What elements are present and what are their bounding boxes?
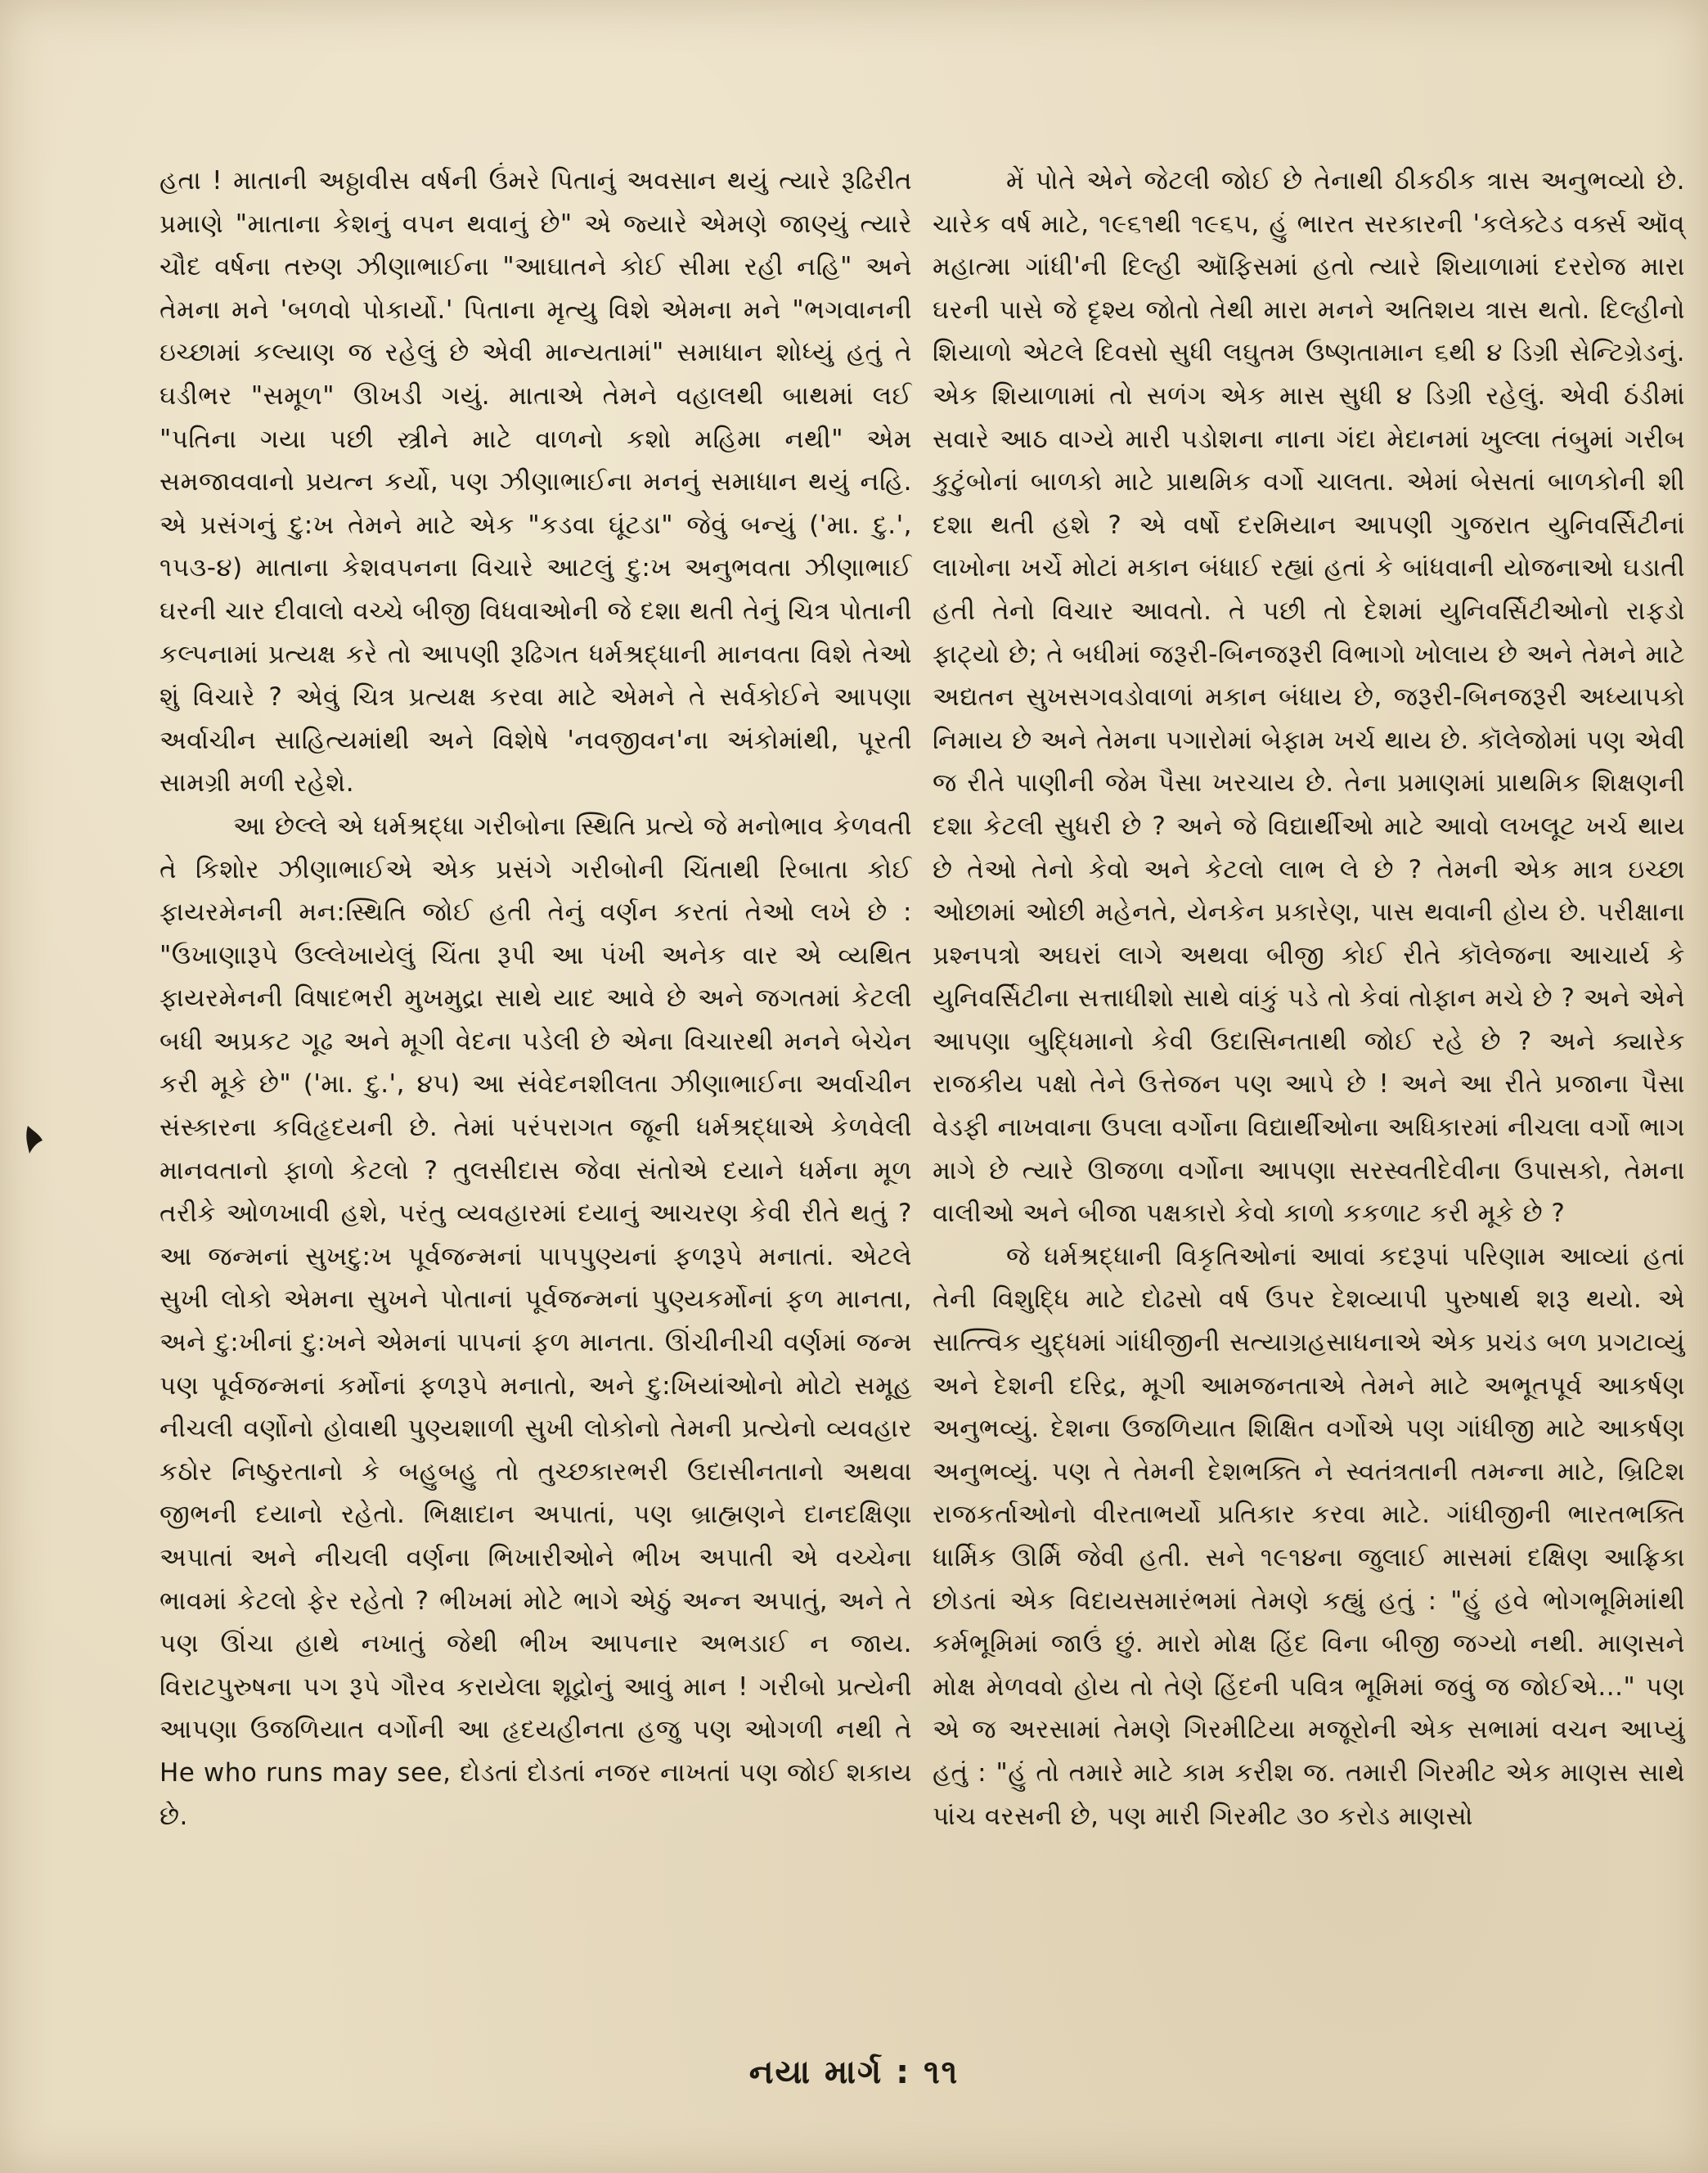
body-paragraph: મેં પોતે એને જેટલી જોઈ છે તેનાથી ઠીકઠીક ત્રાસ અનુભવ્યો છે. ચારેક વર્ષ માટે, ૧૯૬૧થી ૧૯૬૫, હું ભારત સરકારની 'કલેક્ટેડ વર્ક્સ ઑવ્ મહાત્મા ગાંધી'ની દિલ્હી ઑફિસમાં હતો ત્યારે શિયાળામાં દરરોજ મારા ઘરની પાસે જે દૃશ્ય જોતો તેથી મારા મનને અતિશય ત્રાસ થતો. દિલ્હીનો શિયાળો એટલે દિવસો સુધી લઘુતમ ઉષ્ણતામાન ૬થી ૪ ડિગ્રી સેન્ટિગ્રેડનું. એક શિયાળામાં તો સળંગ એક માસ સુધી ૪ ડિગ્રી રહેલું. એવી ઠંડીમાં સવારે આઠ વાગ્યે મારી પડોશના નાના ગંદા મેદાનમાં ખુલ્લા તંબુમાં ગરીબ કુટુંબોનાં બાળકો માટે પ્રાથમિક વર્ગો ચાલતા. એમાં બેસતાં બાળકોની શી દશા થતી હશે ? એ વર્ષો દરમિયાન આપણી ગુજરાત યુનિવર્સિટીનાં લાખોના ખર્ચે મોટાં મકાન બંધાઈ રહ્યાં હતાં કે બાંધવાની યોજનાઓ ઘડાતી હતી તેનો વિચાર આવતો. તે પછી તો દેશમાં યુનિવર્સિટીઓનો રાફડો ફાટ્યો છે; તે બધીમાં જરૂરી-બિનજરૂરી વિભાગો ખોલાય છે અને તેમને માટે અદ્યતન સુખસગવડોવાળાં મકાન બંધાય છે, જરૂરી-બિનજરૂરી અધ્યાપકો નિમાય છે અને તેમના પગારોમાં બેફામ ખર્ચ થાય છે. કૉલેજોમાં પણ એવી જ રીતે પાણીની જેમ પૈસા ખરચાય છે. તેના પ્રમાણમાં પ્રાથમિક શિક્ષણની દશા કેટલી સુધરી છે ? અને જે વિદ્યાર્થીઓ માટે આવો લખલૂટ ખર્ચ થાય છે તેઓ તેનો કેવો અને કેટલો લાભ લે છે ? તેમની એક માત્ર ઇચ્છા ઓછામાં ઓછી મહેનતે, યેનકેન પ્રકારેણ, પાસ થવાની હોય છે. પરીક્ષાના પ્રશ્નપત્રો અઘરાં લાગે અથવા બીજી કોઈ રીતે કૉલેજના આચાર્ય કે યુનિવર્સિટીના સત્તાધીશો સાથે વાંકું પડે તો કેવાં તોફાન મચે છે ? અને એને આપણા બુદ્ધિમાનો કેવી ઉદાસિનતાથી જોઈ રહે છે ? અને ક્યારેક રાજકીય પક્ષો તેને ઉત્તેજન પણ આપે છે ! અને આ રીતે પ્રજાના પૈસા વેડફી નાખવાના ઉપલા વર્ગોના વિદ્યાર્થીઓના અધિકારમાં નીચલા વર્ગો ભાગ માગે છે ત્યારે ઊજળા વર્ગોના આપણા સરસ્વતીદેવીના ઉપાસકો, તેમના વાલીઓ અને બીજા પક્ષકારો કેવો કાળો કકળાટ કરી મૂકે છે ? <box>933 166 1685 1229</box>
page-footer: નયા માર્ગ : ૧૧ <box>748 2054 960 2091</box>
body-paragraph: જે ધર્મશ્રદ્ધાની વિકૃતિઓનાં આવાં કદરૂપાં પરિણામ આવ્યાં હતાં તેની વિશુદ્ધિ માટે દોઢસો વર્ષ ઉપર દેશવ્યાપી પુરુષાર્થ શરૂ થયો. એ સાત્ત્વિક યુદ્ધમાં ગાંધીજીની સત્યાગ્રહસાધનાએ એક પ્રચંડ બળ પ્રગટાવ્યું અને દેશની દરિદ્ર, મૂગી આમજનતાએ તેમને માટે અભૂતપૂર્વ આકર્ષણ અનુભવ્યું. દેશના ઉજળિયાત શિક્ષિત વર્ગોએ પણ ગાંધીજી માટે આકર્ષણ અનુભવ્યું. પણ તે તેમની દેશભક્તિ ને સ્વતંત્રતાની તમન્ના માટે, બ્રિટિશ રાજકર્તાઓનો વીરતાભર્યો પ્રતિકાર કરવા માટે. ગાંધીજીની ભારતભક્તિ ધાર્મિક ઊર્મિ જેવી હતી. સને ૧૯૧૪ના જુલાઈ માસમાં દક્ષિણ આફ્રિકા છોડતાં એક વિદાયસમારંભમાં તેમણે કહ્યું હતું : "હું હવે ભોગભૂમિમાંથી કર્મભૂમિમાં જાઉં છું. મારો મોક્ષ હિંદ વિના બીજી જગ્યો નથી. માણસને મોક્ષ મેળવવો હોય તો તેણે હિંદની પવિત્ર ભૂમિમાં જવું જ જોઈએ..." પણ એ જ અરસામાં તેમણે ગિરમીટિયા મજૂરોની એક સભામાં વચન આપ્યું હતું : "હું તો તમારે માટે કામ કરીશ જ. તમારી ગિરમીટ એક માણસ સાથે પાંચ વરસની છે, પણ મારી ગિરમીટ ૩૦ કરોડ માણસો <box>933 1241 1685 1831</box>
left-text-column <box>160 160 912 1838</box>
body-paragraph: આ છેલ્લે એ ધર્મશ્રદ્ધા ગરીબોના સ્થિતિ પ્રત્યે જે મનોભાવ કેળવતી તે કિશોર ઝીણાભાઈએ એક પ્રસંગે ગરીબોની ચિંતાથી રિબાતા કોઈ ફાયરમેનની મન:સ્થિતિ જોઈ હતી તેનું વર્ણન કરતાં તેઓ લખે છે : "ઉખાણારૂપે ઉલ્લેખાયેલું ચિંતા રૂપી આ પંખી અનેક વાર એ વ્યથિત ફાયરમેનની વિષાદભરી મુખમુદ્રા સાથે યાદ આવે છે અને જગતમાં કેટલી બધી અપ્રકટ ગૂઢ અને મૂગી વેદના પડેલી છે એના વિચારથી મનને બેચેન કરી મૂકે છે" ('મા. દુ.', ૪૫) આ સંવેદનશીલતા ઝીણાભાઈના અર્વાચીન સંસ્કારના કવિહૃદયની છે. તેમાં પરંપરાગત જૂની ધર્મશ્રદ્ધાએ કેળવેલી માનવતાનો ફાળો કેટલો ? તુલસીદાસ જેવા સંતોએ દયાને ધર્મના મૂળ તરીકે ઓળખાવી હશે, પરંતુ વ્યવહારમાં દયાનું આચરણ કેવી રીતે થતું ? આ જન્મનાં સુખદુ:ખ પૂર્વજન્મનાં પાપપુણ્યનાં ફળરૂપે મનાતાં. એટલે સુખી લોકો એમના સુખને પોતાનાં પૂર્વજન્મનાં પુણ્યકર્મોનાં ફળ માનતા, અને દુ:ખીનાં દુ:ખને એમનાં પાપનાં ફળ માનતા. ઊંચીનીચી વર્ણમાં જન્મ પણ પૂર્વજન્મનાં કર્મોનાં ફળરૂપે મનાતો, અને દુ:ખિયાંઓનો મોટો સમૂહ નીચલી વર્ણોનો હોવાથી પુણ્યશાળી સુખી લોકોનો તેમની પ્રત્યેનો વ્યવહાર કઠોર નિષ્ઠુરતાનો કે બહુબહુ તો તુચ્છકારભરી ઉદાસીનતાનો અથવા જીભની દયાનો રહેતો. ભિક્ષાદાન અપાતાં, પણ બ્રાહ્મણને દાનદક્ષિણા અપાતાં અને નીચલી વર્ણના ભિખારીઓને ભીખ અપાતી એ વચ્ચેના ભાવમાં કેટલો ફેર રહેતો ? ભીખમાં મોટે ભાગે એઠું અન્ન અપાતું, અને તે પણ ઊંચા હાથે નખાતું જેથી ભીખ આપનાર અભડાઈ ન જાય. વિરાટપુરુષના પગ રૂપે ગૌરવ કરાયેલા શૂદ્રોનું આવું માન ! ગરીબો પ્રત્યેની આપણા ઉજળિયાત વર્ગોની આ હૃદયહીનતા હજુ પણ ઓગળી નથી તે He who runs may see, દોડતાં દોડતાં નજર નાખતાં પણ જોઈ શકાય છે. <box>160 811 912 1831</box>
ink-blot-icon <box>21 1122 46 1155</box>
right-text-column <box>933 160 1685 1838</box>
body-paragraph: હતા ! માતાની અઠ્ઠાવીસ વર્ષની ઉંમરે પિતાનું અવસાન થયું ત્યારે રૂઢિરીત પ્રમાણે "માતાના કેશનું વપન થવાનું છે" એ જ્યારે એમણે જાણ્યું ત્યારે ચૌદ વર્ષના તરુણ ઝીણાભાઈના "આઘાતને કોઈ સીમા રહી નહિ" અને તેમના મને 'બળવો પોકાર્યો.' પિતાના મૃત્યુ વિશે એમના મને "ભગવાનની ઇચ્છામાં કલ્યાણ જ રહેલું છે એવી માન્યતામાં" સમાધાન શોધ્યું હતું તે ઘડીભર "સમૂળ" ઊખડી ગયું. માતાએ તેમને વહાલથી બાથમાં લઈ "પતિના ગયા પછી સ્ત્રીને માટે વાળનો કશો મહિમા નથી" એમ સમજાવવાનો પ્રયત્ન કર્યો, પણ ઝીણાભાઈના મનનું સમાધાન થયું નહિ. એ પ્રસંગનું દુ:ખ તેમને માટે એક "કડવા ઘૂંટડા" જેવું બન્યું ('મા. દુ.', ૧૫૩-૪) માતાના કેશવપનના વિચારે આટલું દુ:ખ અનુભવતા ઝીણાભાઈ ઘરની ચાર દીવાલો વચ્ચે બીજી વિધવાઓની જે દશા થતી તેનું ચિત્ર પોતાની કલ્પનામાં પ્રત્યક્ષ કરે તો આપણી રૂઢિગત ધર્મશ્રદ્ધાની માનવતા વિશે તેઓ શું વિચારે ? એવું ચિત્ર પ્રત્યક્ષ કરવા માટે એમને તે સર્વકોઈને આપણા અર્વાચીન સાહિત્યમાંથી અને વિશેષે 'નવજીવન'ના અંકોમાંથી, પૂરતી સામગ્રી મળી રહેશે. <box>160 166 912 799</box>
